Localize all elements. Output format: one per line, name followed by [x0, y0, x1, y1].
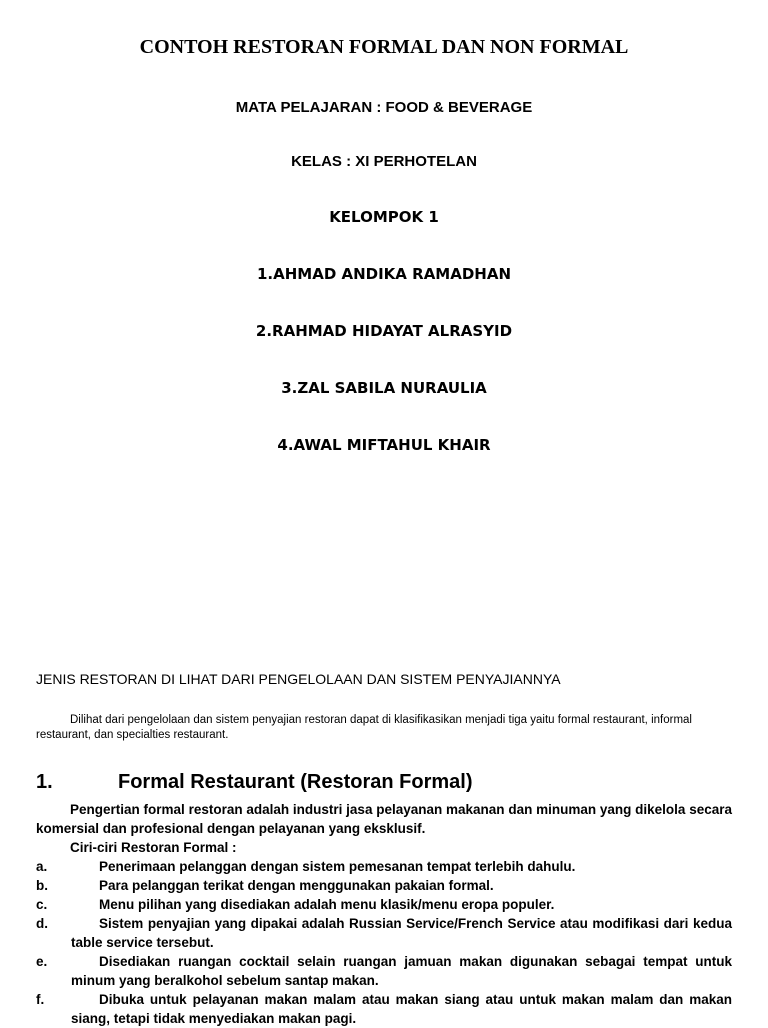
list-item: [36, 914, 732, 952]
document-title: CONTOH RESTORAN FORMAL DAN NON FORMAL: [139, 36, 629, 58]
list-item-text: Para pelanggan terikat dengan menggunakan pakaian formal.: [99, 878, 494, 893]
list-item-letter: c.: [36, 897, 48, 912]
list-item-letter: f.: [36, 992, 45, 1007]
ciri-label: Ciri-ciri Restoran Formal :: [70, 840, 237, 855]
list-item: [36, 857, 732, 876]
list-item-text: Sistem penyajian yang dipakai adalah Russian Service/French Service atau modifikasi dari kedua table service tersebut.: [71, 916, 732, 950]
formal-heading-title: Formal Restaurant (Restoran Formal): [118, 771, 473, 793]
list-item: [36, 952, 732, 990]
list-item: [36, 876, 732, 895]
list-item-letter: e.: [36, 954, 48, 969]
list-item-text: Penerimaan pelanggan dengan sistem pemesanan tempat terlebih dahulu.: [99, 859, 576, 874]
formal-heading: [36, 771, 473, 794]
list-item-letter: b.: [36, 878, 48, 893]
member-4: 4.AWAL MIFTAHUL KHAIR: [277, 436, 491, 454]
list-item-text: Menu pilihan yang disediakan adalah menu klasik/menu eropa populer.: [99, 897, 555, 912]
list-item-letter: a.: [36, 859, 48, 874]
intro-paragraph: Dilihat dari pengelolaan dan sistem penyajian restoran dapat di klasifikasikan menjadi tiga yaitu formal restaurant, informal restaurant, dan specialties restaurant.: [36, 714, 692, 741]
member-3: 3.ZAL SABILA NURAULIA: [281, 379, 487, 397]
subject-line: MATA PELAJARAN : FOOD & BEVERAGE: [235, 99, 533, 116]
group-line: KELOMPOK 1: [329, 208, 439, 226]
formal-definition: Pengertian formal restoran adalah industri jasa pelayanan makanan dan minuman yang dikelola secara komersial dan profesional dengan pelayanan yang eksklusif.: [36, 802, 732, 836]
member-2: 2.RAHMAD HIDAYAT ALRASYID: [255, 322, 513, 340]
section-heading: JENIS RESTORAN DI LIHAT DARI PENGELOLAAN DAN SISTEM PENYAJIANNYA: [36, 671, 561, 687]
list-item: [36, 895, 732, 914]
formal-heading-number: 1.: [36, 771, 53, 793]
formal-body: [36, 800, 732, 1028]
list-item-text: Disediakan ruangan cocktail selain ruangan jamuan makan digunakan sebagai tempat untuk minum yang beralkohol sebelum santap makan.: [71, 954, 732, 988]
class-line: KELAS : XI PERHOTELAN: [291, 153, 477, 170]
list-item: [36, 990, 732, 1028]
member-1: 1.AHMAD ANDIKA RAMADHAN: [256, 265, 512, 283]
list-item-text: Dibuka untuk pelayanan makan malam atau makan siang atau untuk makan malam dan makan siang, tetapi tidak menyediakan makan pagi.: [71, 992, 732, 1026]
list-item-letter: d.: [36, 916, 48, 931]
